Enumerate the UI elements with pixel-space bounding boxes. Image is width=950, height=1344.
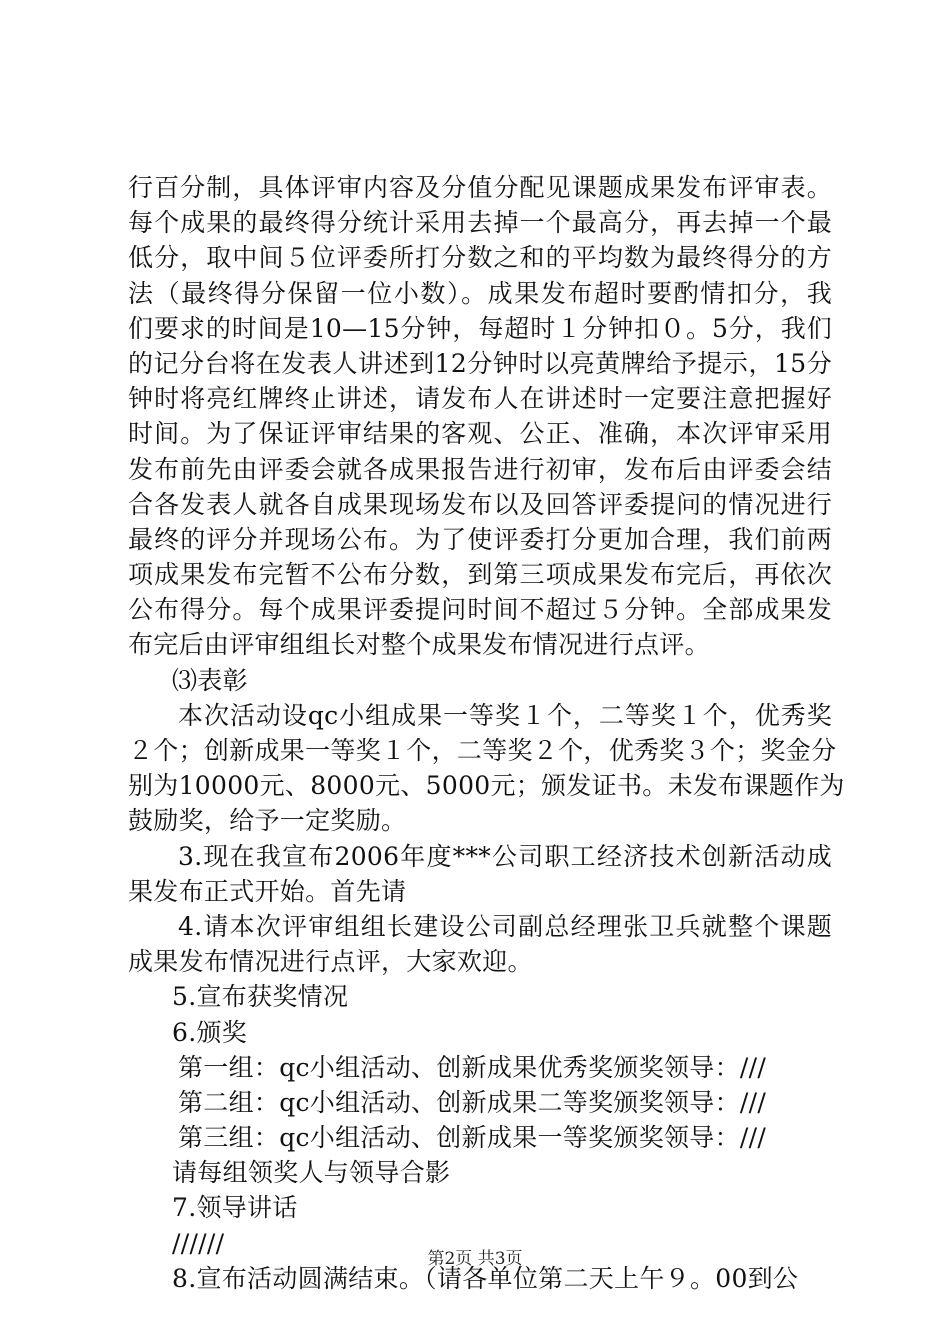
text-line: 低分，取中间５位评委所打分数之和的平均数为最终得分的方	[128, 243, 832, 273]
text-line: 发布前先由评委会就各成果报告进行初审，发布后由评委会结	[128, 454, 832, 484]
text-line: 果发布正式开始。首先请	[128, 876, 407, 906]
list-item: 第二组：qc小组活动、创新成果二等奖颁奖领导：///	[178, 1087, 767, 1117]
text-line: 成果发布情况进行点评，大家欢迎。	[128, 947, 533, 977]
text-line: 布完后由评审组组长对整个成果发布情况进行点评。	[128, 630, 710, 660]
list-item: 8.宣布活动圆满结束。（请各单位第二天上午９。00到公	[172, 1263, 799, 1293]
section-heading: ⑶表彰	[172, 665, 248, 695]
text-line: 每个成果的最终得分统计采用去掉一个最高分，再去掉一个最	[128, 208, 832, 238]
list-item: 第三组：qc小组活动、创新成果一等奖颁奖领导：///	[178, 1123, 767, 1153]
text-line: ２个；创新成果一等奖１个，二等奖２个，优秀奖３个；奖金分	[128, 736, 837, 765]
list-item: //////	[172, 1228, 225, 1258]
text-line: 本次活动设qc小组成果一等奖１个，二等奖１个，优秀奖	[178, 700, 832, 730]
text-line: 行百分制，具体评审内容及分值分配见课题成果发布评审表。	[128, 173, 832, 202]
text-line: 最终的评分并现场公布。为了使评委打分更加合理，我们前两	[128, 524, 832, 554]
text-line: 们要求的时间是10—15分钟，每超时１分钟扣０。5分，我们	[128, 313, 832, 343]
list-item: 请每组领奖人与领导合影	[172, 1158, 451, 1188]
page-number: 第2页 共3页	[427, 1249, 523, 1269]
text-line: 时间。为了保证评审结果的客观、公正、准确，本次评审采用	[128, 419, 832, 449]
text-line: 钟时将亮红牌终止讲述，请发布人在讲述时一定要注意把握好	[128, 384, 832, 414]
text-line: 项成果发布完暂不公布分数，到第三项成果发布完后，再依次	[128, 560, 832, 590]
text-line: 鼓励奖，给予一定奖励。	[128, 806, 407, 836]
list-item: 6.颁奖	[172, 1017, 248, 1047]
page-footer	[0, 1244, 950, 1269]
list-item: 第一组：qc小组活动、创新成果优秀奖颁奖领导：///	[178, 1052, 767, 1082]
list-item: 5.宣布获奖情况	[172, 982, 349, 1012]
list-item: 7.领导讲话	[172, 1193, 298, 1223]
text-line: 公布得分。每个成果评委提问时间不超过５分钟。全部成果发	[128, 595, 832, 625]
text-line: 别为10000元、8000元、5000元；颁发证书。未发布课题作为	[128, 771, 845, 801]
document-body	[128, 170, 845, 1296]
text-line: 合各发表人就各自成果现场发布以及回答评委提问的情况进行	[128, 489, 832, 519]
text-line: 法（最终得分保留一位小数）。成果发布超时要酌情扣分，我	[128, 278, 832, 308]
text-line: 3.现在我宣布2006年度***公司职工经济技术创新活动成	[178, 841, 832, 871]
text-line: 4.请本次评审组组长建设公司副总经理张卫兵就整个课题	[178, 911, 832, 941]
text-line: 的记分台将在发表人讲述到12分钟时以亮黄牌给予提示，15分	[128, 348, 832, 378]
